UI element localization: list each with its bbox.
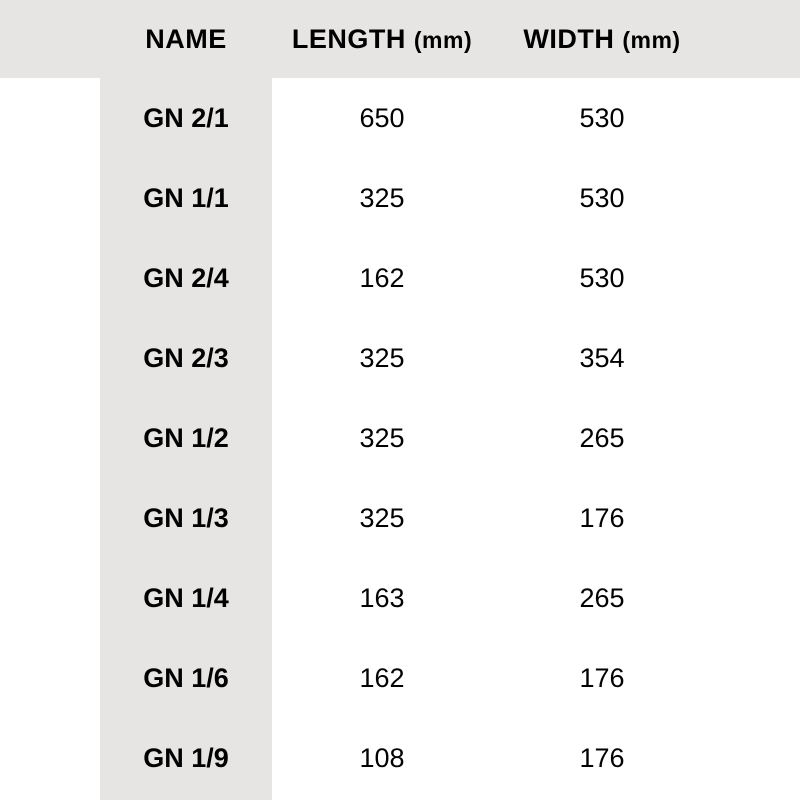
cell-width: 530 xyxy=(579,262,625,293)
cell-width: 530 xyxy=(579,182,625,213)
cell-length: 325 xyxy=(359,422,405,453)
row-spacer-right xyxy=(712,478,800,558)
row-spacer-left xyxy=(0,238,100,318)
row-spacer-right xyxy=(712,398,800,478)
row-spacer-left xyxy=(0,478,100,558)
cell-length: 162 xyxy=(359,662,405,693)
row-spacer-left xyxy=(0,718,100,798)
cell-length: 325 xyxy=(359,182,405,213)
row-spacer-right xyxy=(712,318,800,398)
cell-width: 265 xyxy=(579,582,625,613)
column-header-length-label: LENGTH xyxy=(291,23,406,54)
table-row xyxy=(0,238,800,318)
table-row xyxy=(0,78,800,158)
cell-width: 265 xyxy=(579,422,625,453)
table-row xyxy=(0,558,800,638)
table-row xyxy=(0,318,800,398)
row-spacer-right xyxy=(712,238,800,318)
row-spacer-left xyxy=(0,558,100,638)
row-spacer-right xyxy=(712,558,800,638)
cell-name: GN 1/3 xyxy=(143,502,229,533)
cell-width: 176 xyxy=(579,662,625,693)
table-row xyxy=(0,398,800,478)
row-spacer-right xyxy=(712,718,800,798)
row-spacer-left xyxy=(0,398,100,478)
cell-length: 108 xyxy=(359,742,405,773)
row-spacer-left xyxy=(0,318,100,398)
row-spacer-right xyxy=(712,638,800,718)
cell-name: GN 1/9 xyxy=(143,742,229,773)
header-spacer-left xyxy=(0,0,100,78)
cell-name: GN 2/1 xyxy=(143,102,229,133)
column-header-length-unit: (mm) xyxy=(413,26,473,53)
cell-name: GN 1/2 xyxy=(143,422,229,453)
column-header-width-unit: (mm) xyxy=(622,26,681,53)
cell-name: GN 2/3 xyxy=(143,342,229,373)
table-row xyxy=(0,718,800,798)
cell-width: 176 xyxy=(579,502,625,533)
column-header-width-label: WIDTH xyxy=(523,23,615,54)
row-spacer-right xyxy=(712,78,800,158)
cell-width: 354 xyxy=(579,342,625,373)
cell-length: 325 xyxy=(359,502,405,533)
row-spacer-left xyxy=(0,158,100,238)
cell-name: GN 2/4 xyxy=(143,262,229,293)
table-header xyxy=(0,0,800,78)
cell-width: 530 xyxy=(579,102,625,133)
table-header-row xyxy=(0,0,800,78)
column-header-width xyxy=(492,0,712,78)
cell-length: 325 xyxy=(359,342,405,373)
column-header-name-label: NAME xyxy=(145,23,227,54)
table-body xyxy=(0,78,800,798)
cell-name: GN 1/1 xyxy=(143,182,229,213)
row-spacer-left xyxy=(0,638,100,718)
column-header-length xyxy=(272,0,492,78)
cell-name: GN 1/6 xyxy=(143,662,229,693)
cell-length: 162 xyxy=(359,262,405,293)
header-spacer-right xyxy=(712,0,800,78)
row-spacer-right xyxy=(712,158,800,238)
cell-length: 650 xyxy=(359,102,405,133)
cell-width: 176 xyxy=(579,742,625,773)
cell-length: 163 xyxy=(359,582,405,613)
table-row xyxy=(0,638,800,718)
table-row xyxy=(0,158,800,238)
cell-name: GN 1/4 xyxy=(143,582,229,613)
row-spacer-left xyxy=(0,78,100,158)
table-row xyxy=(0,478,800,558)
column-header-name xyxy=(100,0,272,78)
